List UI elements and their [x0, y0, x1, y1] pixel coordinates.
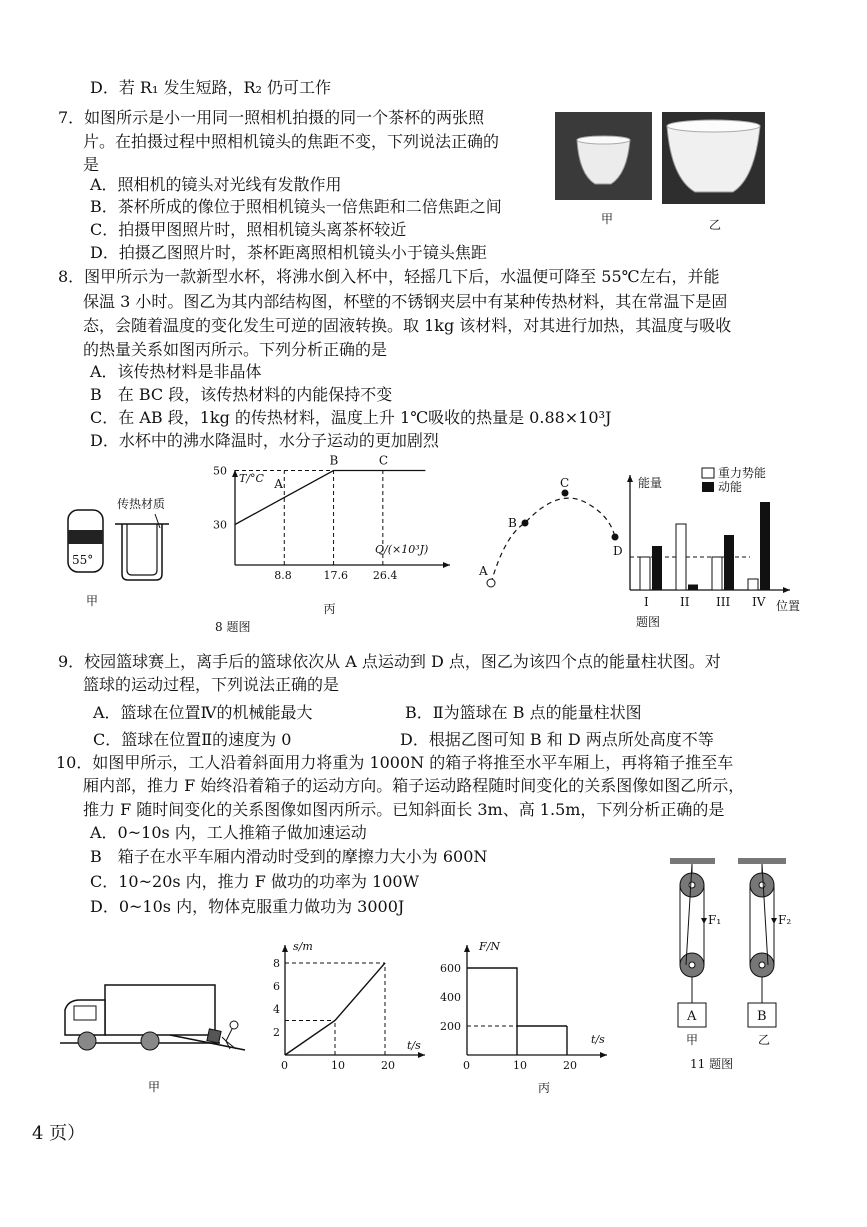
label-d: D — [613, 544, 623, 558]
q7-stem-1: 7．如图所示是小一用同一照相机拍摄的同一个茶杯的两张照 — [58, 108, 485, 127]
point-a — [487, 579, 495, 587]
page-number: 4 页） — [32, 1123, 86, 1144]
q8-stem-1: 8．图甲所示为一款新型水杯，将沸水倒入杯中，轻摇几下后，水温便可降至 55℃左右，并能 — [58, 267, 720, 286]
q11-jia-label: 甲 — [686, 1033, 699, 1047]
x-tick-label: 0 — [281, 1059, 288, 1072]
legend-swatch-kinetic — [702, 482, 714, 492]
q8-stem-2: 保温 3 小时。图乙为其内部结构图，杯壁的不锈钢夹层中有某种传热材料，其在常温下是固 — [83, 292, 728, 311]
distance-line — [285, 963, 385, 1055]
bar-potential-I — [640, 557, 650, 590]
legend-label-kinetic: 动能 — [718, 480, 743, 494]
legend-label-potential: 重力势能 — [718, 466, 767, 480]
label-b: B — [508, 516, 517, 530]
box-a-label: A — [687, 1009, 697, 1024]
force-label-f2: F₂ — [778, 913, 792, 927]
y-axis-arrow — [464, 945, 470, 952]
box — [207, 1029, 221, 1043]
q10-jia-label: 甲 — [148, 1080, 161, 1094]
bar-potential-II — [676, 524, 686, 590]
q7-option-c: C．拍摄甲图照片时，照相机镜头离茶杯较近 — [90, 220, 407, 239]
point-b — [522, 520, 529, 527]
q7-stem-2: 片。在拍摄过程中照相机镜头的焦距不变，下列说法正确的 — [83, 132, 500, 151]
x-axis-arrow — [418, 1052, 425, 1058]
q10-stem-1: 10．如图甲所示，工人沿着斜面用力将重为 1000N 的箱子将推至水平车厢上，再将箱子推至车 — [56, 753, 734, 772]
y-tick-label: 400 — [440, 991, 461, 1004]
point-label-c: C — [378, 453, 389, 468]
y-tick-label: 8 — [273, 957, 280, 970]
y-axis-arrow — [627, 475, 633, 482]
q7-option-b: B．茶杯所成的像位于照相机镜头一倍焦距和二倍焦距之间 — [90, 197, 502, 216]
bar-x-label: 位置 — [776, 599, 801, 613]
q11-yi-label: 乙 — [758, 1033, 771, 1047]
bar-y-label: 能量 — [638, 476, 663, 490]
y-tick-label: 50 — [213, 464, 227, 478]
x-tick-label: 17.6 — [323, 569, 349, 582]
q8-option-d: D．水杯中的沸水降温时，水分子运动的更加剧烈 — [90, 431, 439, 450]
q10-stem-3: 推力 F 随时间变化的关系图像如图丙所示。已知斜面长 3m、高 1.5m，下列分析正确的是 — [83, 800, 725, 819]
q10-truck-ramp-figure — [60, 975, 260, 1095]
material-label: 传热材质 — [117, 497, 166, 511]
y-tick-label: 30 — [213, 518, 227, 532]
truck-front-wheel — [78, 1032, 96, 1050]
category-label: I — [644, 595, 649, 609]
q9-option-c: C．篮球在位置Ⅱ的速度为 0 — [93, 730, 292, 749]
chart-bing-caption: 丙 — [323, 602, 336, 616]
x-tick-label: 0 — [463, 1059, 470, 1072]
bar-kinetic-III — [724, 535, 734, 590]
x-tick-label: 10 — [513, 1059, 527, 1072]
category-label: IV — [752, 595, 766, 609]
q7-cup-photos — [555, 112, 770, 237]
q10-option-b: B 箱子在水平车厢内滑动时受到的摩擦力大小为 600N — [90, 847, 488, 866]
q8-option-a: A．该传热材料是非晶体 — [90, 362, 262, 381]
ball-path — [491, 498, 615, 583]
q10-stem-2: 厢内部，推力 F 始终沿着箱子的运动方向。箱子运动路程随时间变化的关系图像如图乙所示， — [83, 776, 745, 795]
q8-temperature-heat-chart — [205, 453, 460, 625]
bar-potential-IV — [748, 579, 758, 590]
y-tick-label: 2 — [273, 1026, 280, 1039]
x-axis-label: t/s — [591, 1033, 605, 1046]
y-tick-label: 6 — [273, 980, 280, 993]
q8-cup-figures — [60, 490, 190, 615]
y-tick-label: 200 — [440, 1020, 461, 1033]
q10-distance-time-chart — [260, 940, 440, 1070]
q11-caption: 11 题图 — [690, 1057, 734, 1071]
force-line — [467, 968, 567, 1026]
y-axis-label: T/°C — [239, 472, 264, 485]
q9-option-b: B．Ⅱ为篮球在 B 点的能量柱状图 — [405, 703, 642, 722]
cup-jia-band — [68, 530, 103, 544]
x-tick-label: 20 — [381, 1059, 395, 1072]
bar-kinetic-IV — [760, 502, 770, 590]
x-tick-label: 26.4 — [372, 569, 398, 582]
box-b-label: B — [757, 1009, 767, 1024]
y-axis-label: F/N — [479, 940, 500, 953]
x-axis-arrow — [600, 1052, 607, 1058]
x-tick-label: 8.8 — [274, 569, 292, 582]
q8-stem-4: 的热量关系如图丙所示。下列分析正确的是 — [83, 340, 388, 359]
label-a: A — [479, 564, 488, 578]
q10-option-a: A．0~10s 内，工人推箱子做加速运动 — [90, 823, 367, 842]
bar-kinetic-II — [688, 585, 698, 591]
q8-jia-label: 甲 — [86, 594, 99, 608]
q10-force-time-chart — [435, 940, 625, 1090]
point-label-a: A — [274, 477, 283, 492]
x-tick-label: 10 — [331, 1059, 345, 1072]
ceiling-yi — [738, 858, 786, 864]
point-label-b: B — [329, 453, 339, 468]
q9-energy-bar-chart — [610, 460, 810, 620]
force-label-f1: F₁ — [708, 913, 722, 927]
worker-head — [230, 1021, 238, 1029]
category-label: III — [716, 595, 731, 609]
q9-option-a: A．篮球在位置Ⅳ的机械能最大 — [93, 703, 313, 722]
y-axis-arrow — [282, 945, 288, 952]
y-axis-arrow — [232, 470, 238, 477]
cup-yi-inner — [127, 524, 157, 575]
q10-option-c: C．10~20s 内，推力 F 做功的功率为 100W — [90, 872, 420, 891]
y-axis-label: s/m — [293, 940, 313, 953]
y-tick-label: 4 — [273, 1003, 280, 1016]
x-axis-arrow — [443, 562, 450, 568]
x-tick-label: 20 — [563, 1059, 577, 1072]
q9-caption: 题图 — [636, 615, 661, 629]
legend-swatch-potential — [702, 468, 714, 478]
ceiling-jia — [670, 858, 715, 864]
q10-bing-label: 丙 — [538, 1081, 551, 1095]
truck-cargo-box — [105, 985, 215, 1035]
category-label: II — [680, 595, 690, 609]
label-c: C — [560, 476, 570, 490]
q7-option-d: D．拍摄乙图照片时，茶杯距离照相机镜头小于镜头焦距 — [90, 243, 487, 262]
q8-stem-3: 态，会随着温度的变化发生可逆的固液转换。取 1kg 该材料，对其进行加热，其温度与吸收 — [83, 316, 732, 335]
q8-caption: 8 题图 — [215, 620, 251, 634]
bar-potential-III — [712, 557, 722, 590]
photo-label-yi: 乙 — [709, 218, 722, 232]
x-axis-label: Q/(×10³J) — [375, 543, 429, 556]
cup-temp-label: 55° — [72, 553, 94, 567]
y-tick-label: 600 — [440, 962, 461, 975]
point-c — [562, 490, 569, 497]
truck-rear-wheel — [141, 1032, 159, 1050]
bar-kinetic-I — [652, 546, 662, 590]
q6-option-d: D．若 R₁ 发生短路，R₂ 仍可工作 — [90, 78, 332, 97]
q9-option-d: D．根据乙图可知 B 和 D 两点所处高度不等 — [400, 730, 714, 749]
q10-option-d: D．0~10s 内，物体克服重力做功为 3000J — [90, 897, 405, 916]
x-axis-label: t/s — [407, 1039, 421, 1052]
x-axis-arrow — [783, 587, 790, 593]
photo-label-jia: 甲 — [601, 212, 614, 226]
q8-option-c: C．在 AB 段，1kg 的传热材料，温度上升 1℃吸收的热量是 0.88×10³J — [90, 408, 612, 427]
q7-stem-3: 是 — [83, 155, 100, 174]
q7-option-a: A．照相机的镜头对光线有发散作用 — [90, 175, 342, 194]
cup-yi-outer — [122, 524, 162, 580]
q8-option-b: B 在 BC 段，该传热材料的内能保持不变 — [90, 385, 393, 404]
q9-stem-1: 9．校园篮球赛上，离手后的篮球依次从 A 点运动到 D 点，图乙为该四个点的能量柱状图。对 — [58, 652, 721, 671]
q11-pulley-figure — [660, 858, 805, 1078]
q9-stem-2: 篮球的运动过程，下列说法正确的是 — [83, 675, 340, 694]
